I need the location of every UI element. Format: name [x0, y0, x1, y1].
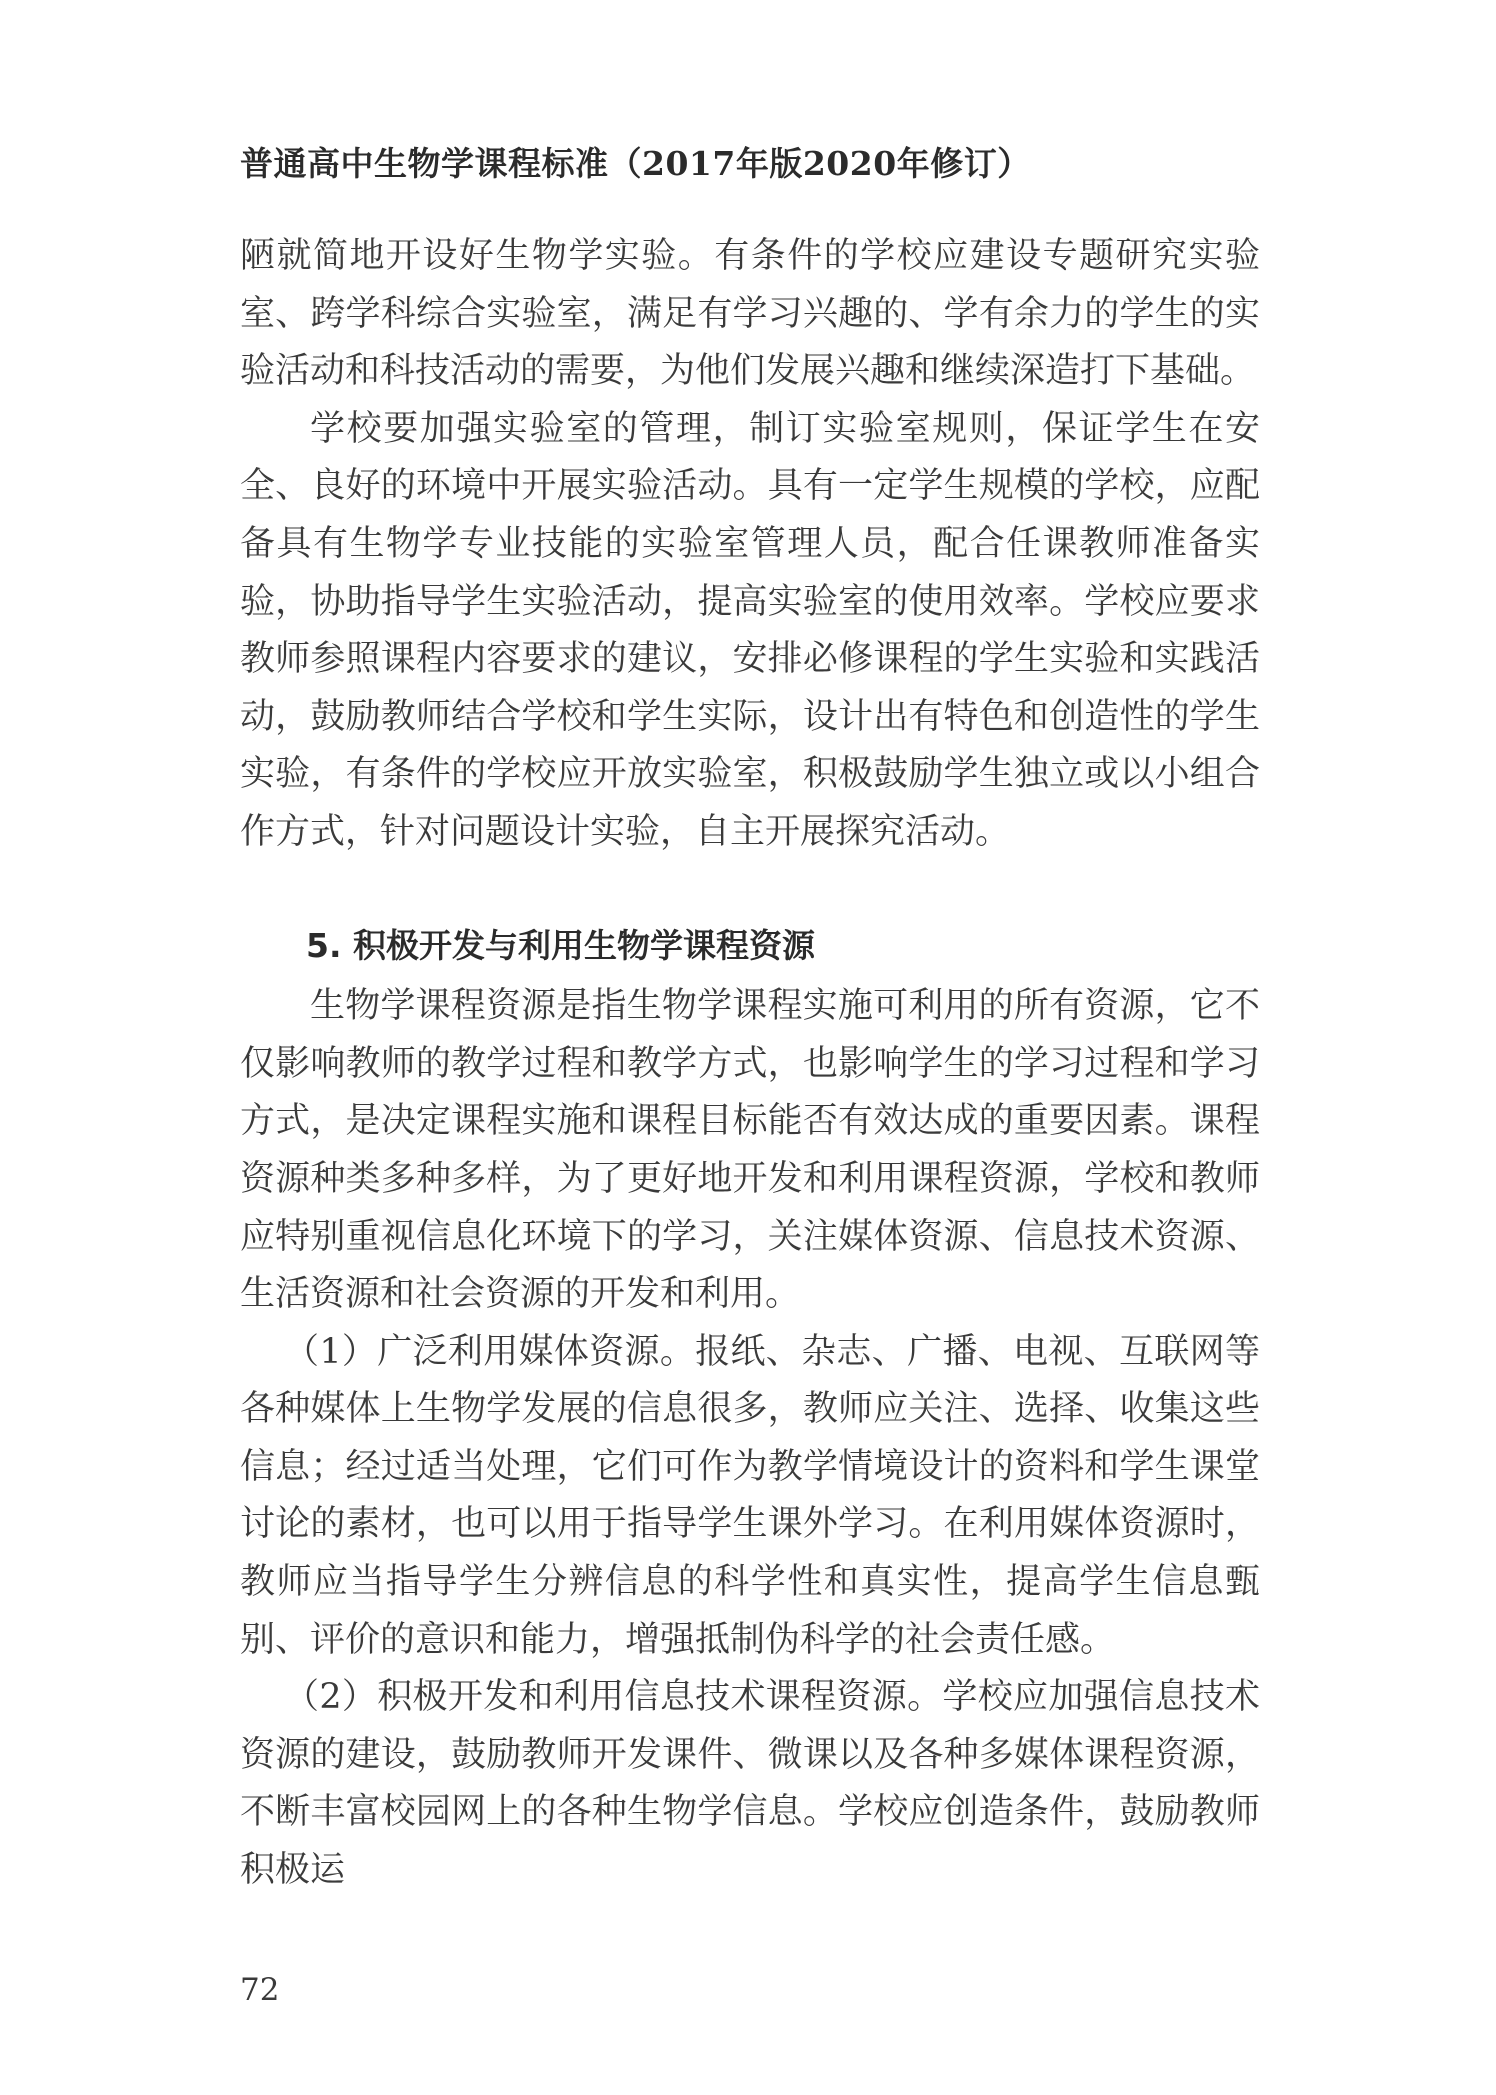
section-heading: 5. 积极开发与利用生物学课程资源	[306, 925, 815, 965]
paragraph-lab-management: 学校要加强实验室的管理，制订实验室规则，保证学生在安全、良好的环境中开展实验活动。具有一定学生规模的学校，应配备具有生物学专业技能的实验室管理人员，配合任课教师准备实验，协助指导学生实验活动，提高实验室的使用效率。学校应要求教师参照课程内容要求的建议，安排必修课程的学生实验和实践活动，鼓励教师结合学校和学生实际，设计出有特色和创造性的学生实验，有条件的学校应开放实验室，积极鼓励学生独立或以小组合作方式，针对问题设计实验，自主开展探究活动。	[240, 408, 1260, 852]
paragraph-course-resources: 生物学课程资源是指生物学课程实施可利用的所有资源，它不仅影响教师的教学过程和教学方式，也影响学生的学习过程和学习方式，是决定课程实施和课程目标能否有效达成的重要因素。课程资源种类多种多样，为了更好地开发和利用课程资源，学校和教师应特别重视信息化环境下的学习，关注媒体资源、信息技术资源、生活资源和社会资源的开发和利用。	[240, 986, 1260, 1315]
running-head: 普通高中生物学课程标准（2017年版2020年修订）	[240, 144, 1031, 183]
body-text	[240, 228, 1260, 1900]
page-number: 72	[240, 1972, 280, 2008]
paragraph-continued: 陋就简地开设好生物学实验。有条件的学校应建设专题研究实验室、跨学科综合实验室，满足有学习兴趣的、学有余力的学生的实验活动和科技活动的需要，为他们发展兴趣和继续深造打下基础。	[240, 236, 1260, 392]
paragraph-item-1-media: （1）广泛利用媒体资源。报纸、杂志、广播、电视、互联网等各种媒体上生物学发展的信息很多，教师应关注、选择、收集这些信息；经过适当处理，它们可作为教学情境设计的资料和学生课堂讨论的素材，也可以用于指导学生课外学习。在利用媒体资源时，教师应当指导学生分辨信息的科学性和真实性，提高学生信息甄别、评价的意识和能力，增强抵制伪科学的社会责任感。	[240, 1331, 1260, 1660]
paragraph-item-2-it: （2）积极开发和利用信息技术课程资源。学校应加强信息技术资源的建设，鼓励教师开发课件、微课以及各种多媒体课程资源，不断丰富校园网上的各种生物学信息。学校应创造条件，鼓励教师积极运	[240, 1677, 1260, 1891]
